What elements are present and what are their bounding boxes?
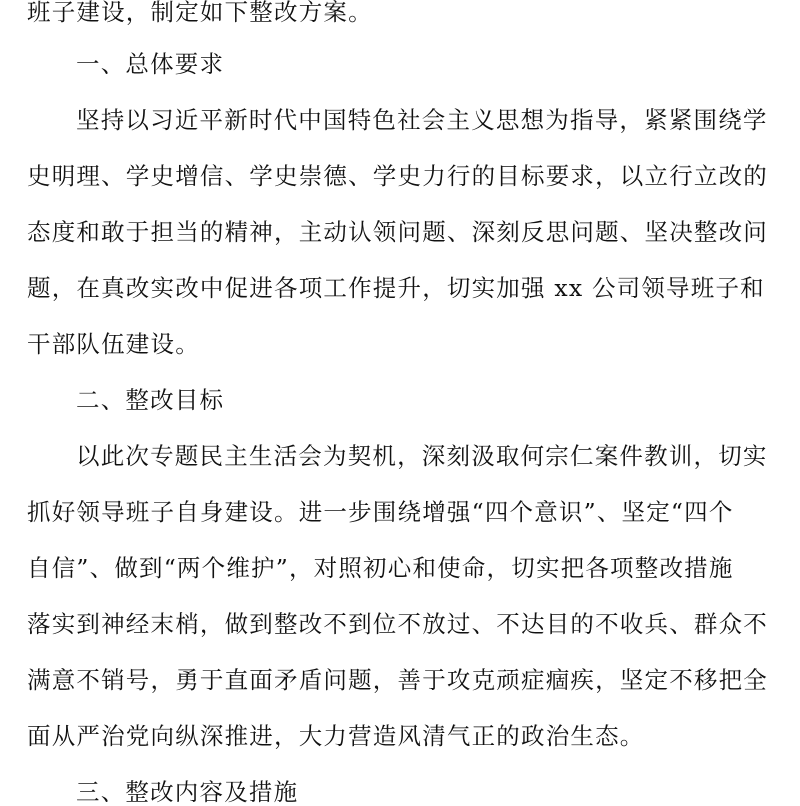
intro-line-end: 班子建设，制定如下整改方案。 [27, 0, 373, 26]
paragraph-line: 史明理、学史增信、学史崇德、学史力行的目标要求，以立行立改的 [27, 162, 768, 190]
paragraph-line: 自信”、做到“两个维护”，对照初心和使命，切实把各项整改措施 [27, 554, 734, 582]
paragraph-line: 干部队伍建设。 [27, 330, 200, 358]
paragraph-line: 题，在真改实改中促进各项工作提升，切实加强 xx 公司领导班子和 [27, 274, 765, 302]
section-heading-rectification-goals: 二、整改目标 [76, 386, 225, 414]
paragraph-line: 态度和敢于担当的精神，主动认领问题、深刻反思问题、坚决整改问 [27, 218, 768, 246]
paragraph-line: 抓好领导班子自身建设。进一步围绕增强“四个意识”、坚定“四个 [27, 498, 734, 526]
paragraph-line: 落实到神经末梢，做到整改不到位不放过、不达目的不收兵、群众不 [27, 610, 768, 638]
paragraph-line: 满意不销号，勇于直面矛盾问题，善于攻克顽症痼疾，坚定不移把全 [27, 666, 768, 694]
paragraph-line: 以此次专题民主生活会为契机，深刻汲取何宗仁案件教训，切实 [76, 442, 768, 470]
section-heading-general-requirements: 一、总体要求 [76, 50, 225, 78]
paragraph-line: 面从严治党向纵深推进，大力营造风清气正的政治生态。 [27, 722, 645, 750]
paragraph-line: 坚持以习近平新时代中国特色社会主义思想为指导，紧紧围绕学 [76, 106, 768, 134]
section-heading-content-and-measures: 三、整改内容及措施 [76, 778, 299, 806]
